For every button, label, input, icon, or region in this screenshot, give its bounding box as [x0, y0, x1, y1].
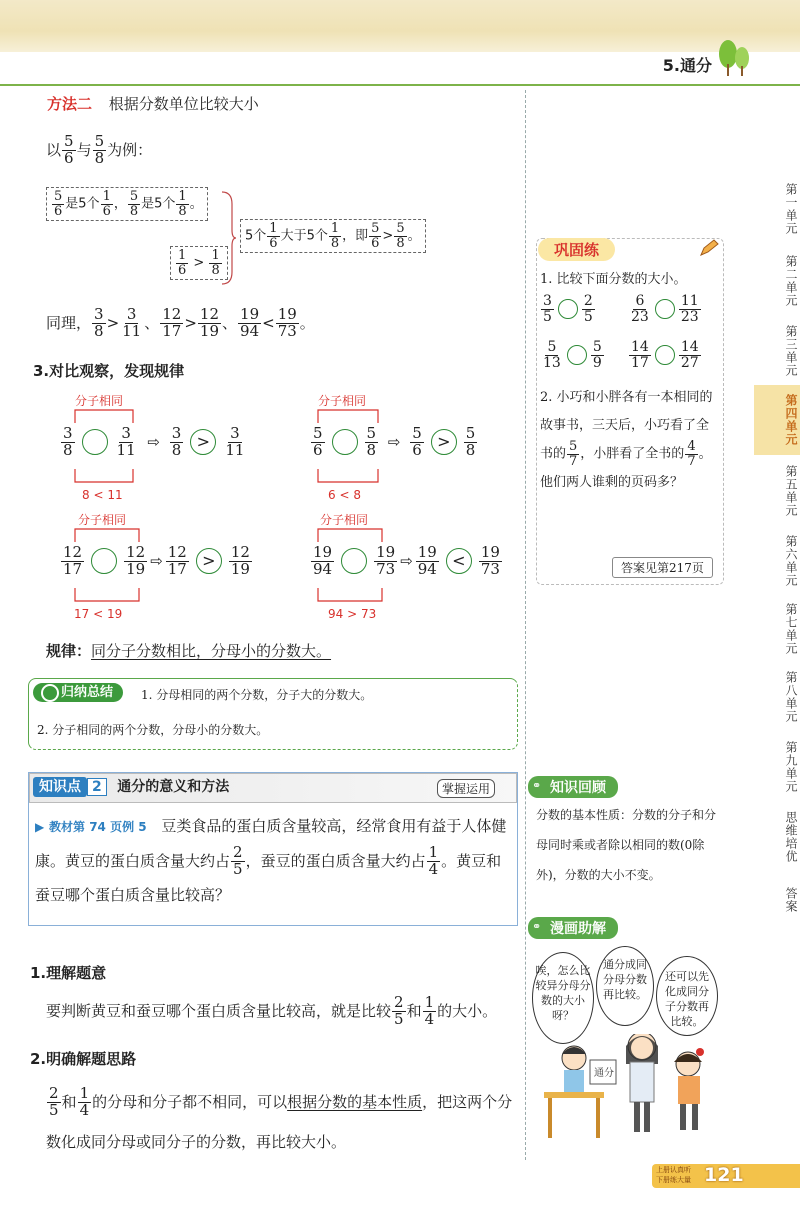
answer-circle[interactable] [567, 345, 587, 365]
bracket-bottom [74, 468, 134, 484]
compare-circle [82, 429, 108, 455]
den: 9 [592, 354, 602, 371]
text: < [262, 313, 275, 332]
text: > [184, 313, 197, 332]
knowledge-num: 2 [87, 778, 107, 796]
den: 13 [543, 354, 561, 371]
method2-heading [47, 93, 259, 114]
chapter-title: 5.通分 [662, 56, 712, 75]
den: 23 [680, 308, 699, 325]
link-icon: ⚭ [532, 920, 542, 933]
den: 73 [480, 559, 500, 578]
answer-ref: 答案见第217页 [612, 557, 713, 578]
arrow-icon: ⇨ [387, 432, 401, 451]
text: 。 [407, 228, 421, 244]
rule-line [46, 640, 331, 661]
tree-icon [716, 38, 752, 76]
unit-box-1: $\frac{5}{6}$ 是5个 $\frac{1}{6}$ ， $\frac{5}{8}$ 是5个 $\frac{1}{8}$ 。 [46, 187, 208, 221]
text: 以 [46, 140, 62, 159]
tab-answers[interactable]: 答案 [784, 887, 798, 913]
num: 3 [543, 293, 552, 309]
compare-bottom: 17 < 19 [74, 607, 123, 621]
comic-panel [530, 944, 726, 1144]
text: ，把这两个分数化成同分母或同分子的分数，再比较大小。 [46, 1093, 513, 1151]
compare-circle [332, 429, 358, 455]
compare-label: 分子相同 [320, 513, 369, 527]
rule-label: 规律： [46, 642, 92, 660]
summary-head [33, 681, 123, 700]
num: 5 [465, 424, 476, 442]
approach-text: $\frac{2}{5}$ 和 $\frac{1}{4}$ 的分母和分子都不相同，可以根据分数的基本性质，把这两个分数化成同分母或同分子的分数，再比较大小。 [46, 1084, 513, 1151]
num: 19 [417, 543, 437, 561]
num: 12 [167, 543, 187, 561]
knowledge-box [28, 772, 518, 926]
tab-unit-8[interactable]: 第八单元 [784, 671, 798, 723]
num: 5 [592, 339, 602, 355]
knowledge-ref: 教材第 74 页例 5 [49, 820, 147, 834]
num: 5 [547, 339, 557, 355]
num: 11 [680, 293, 699, 309]
text: 。他们两人谁剩的页码多？ [540, 446, 712, 490]
compare-group-2 [310, 392, 510, 508]
practice-pair-3 [540, 340, 605, 370]
num: 14 [631, 339, 649, 355]
compare-label: 分子相同 [75, 394, 124, 408]
text: 。 [189, 196, 203, 212]
tab-unit-1[interactable]: 第一单元 [784, 183, 798, 235]
text: 是5个 [65, 196, 100, 212]
practice-title: 巩固练 [538, 238, 615, 261]
compare-group-3 [60, 511, 280, 627]
den: 27 [680, 354, 699, 371]
bracket-top [317, 408, 379, 424]
num: 3 [63, 424, 73, 442]
top-banner [0, 0, 800, 52]
tab-unit-7[interactable]: 第七单元 [784, 603, 798, 655]
footer-books [656, 1165, 691, 1185]
compare-bottom: 8 < 11 [82, 488, 123, 502]
den: 94 [417, 559, 437, 578]
method2-title: 方法二 [47, 95, 93, 113]
compare-circle [91, 548, 117, 574]
text: 和 [406, 1001, 422, 1020]
speech-bubble-2: 通分成同分母分数再比较。 [596, 946, 654, 1026]
num: 12 [230, 543, 250, 561]
text: > [106, 313, 120, 332]
bracket-bottom [74, 587, 140, 603]
knowledge-p1: 豆类食品的蛋白质含量较高，经常食用有益于人体健康。黄豆的蛋白质含量大约占 [35, 817, 507, 870]
approach-title: 2.明确解题思路 [30, 1050, 137, 1068]
understand-title: 1.理解题意 [30, 964, 107, 982]
arrow-icon: ⇨ [400, 551, 413, 570]
num: 3 [171, 424, 182, 442]
practice-pair-2 [628, 294, 702, 324]
compare-sign: > [196, 548, 222, 574]
compare-bottom: 94 > 73 [328, 607, 377, 621]
practice-q1: 1. 比较下面分数的大小。 [540, 272, 687, 287]
knowledge-title: 通分的意义和方法 [117, 779, 230, 795]
text: 的大小。 [437, 1001, 498, 1020]
num: 12 [63, 543, 83, 561]
den: 8 [63, 440, 73, 459]
method2-desc: 根据分数单位比较大小 [108, 95, 259, 113]
text: 为例： [107, 140, 153, 159]
answer-circle[interactable] [655, 299, 675, 319]
compare-label: 分子相同 [318, 394, 367, 408]
link-icon: ⚭ [532, 779, 542, 792]
den: 17 [631, 354, 649, 371]
practice-pair-4 [628, 340, 702, 370]
answer-circle[interactable] [558, 299, 578, 319]
compare-group-4 [310, 511, 520, 627]
num: 5 [313, 424, 323, 442]
den: 73 [376, 559, 396, 578]
tab-advanced[interactable]: 思维培优 [784, 811, 798, 863]
text: 2. 小巧和小胖各有一本相同的故事书，三天后，小巧看了全书的 [540, 390, 713, 462]
unit-box-3: 5个 $\frac{1}{6}$ 大于5个 $\frac{1}{8}$ ，即 $\frac{5}{6}$ > $\frac{5}{8}$ 。 [240, 219, 426, 253]
text: 。 [299, 313, 315, 332]
den: 23 [631, 308, 649, 325]
triangle-icon: ▶ [35, 820, 45, 834]
tab-unit-5[interactable]: 第五单元 [784, 465, 798, 517]
knowledge-text: ▶ 教材第 74 页例 5 豆类食品的蛋白质含量较高，经常食用有益于人体健康。黄豆的蛋白质含量大约占 $\frac{2}{5}$ ，蚕豆的蛋白质含量大约占 $\frac{1}{4}$ 。黄豆和蚕豆哪个蛋白质含量比较高？ [35, 817, 507, 904]
den: 8 [465, 440, 476, 459]
compare-circle [341, 548, 367, 574]
den: 8 [171, 440, 182, 459]
text: 、 [222, 313, 238, 332]
text: > [193, 255, 205, 271]
footer-book1: 上册认真听 [656, 1166, 691, 1174]
summary-box [28, 678, 518, 750]
num: 5 [412, 424, 422, 442]
num: 12 [126, 543, 146, 561]
knowledge-p2: ，蚕豆的蛋白质含量大约占 [245, 852, 426, 870]
num: 14 [680, 339, 699, 355]
comic-illustration [530, 1034, 726, 1144]
num: 6 [635, 293, 645, 309]
den: 5 [543, 308, 552, 325]
bracket-top [317, 527, 383, 543]
den: 94 [313, 559, 333, 578]
text: 同理， [46, 313, 92, 332]
practice-q2: 2. 小巧和小胖各有一本相同的故事书，三天后，小巧看了全书的 $\frac{5}{7}$ ，小胖看了全书的 $\frac{4}{7}$ 。他们两人谁剩的页码多？ [540, 390, 713, 490]
compare-label: 分子相同 [78, 513, 127, 527]
speech-bubble-3: 还可以先化成同分子分数再比较。 [656, 956, 718, 1036]
rule-text: 同分子分数相比，分母小的分数大。 [91, 642, 332, 660]
board-label: 通分 [594, 1068, 614, 1079]
section3-title: 3.对比观察，发现规律 [33, 362, 185, 380]
num: 3 [121, 424, 131, 442]
den: 17 [63, 559, 83, 578]
text: ， [113, 196, 127, 212]
compare-row [310, 426, 478, 459]
compare-sign: > [431, 429, 457, 455]
num: 3 [230, 424, 240, 442]
text: ，小胖看了全书的 [580, 446, 685, 462]
compare-row [60, 426, 247, 459]
brace [220, 190, 238, 286]
tab-unit-3[interactable]: 第三单元 [784, 325, 798, 377]
text: 5个 [245, 228, 267, 244]
bracket-bottom [317, 468, 379, 484]
num: 2 [583, 293, 593, 309]
bracket-bottom [317, 587, 383, 603]
bracket-top [74, 408, 134, 424]
compare-sign: > [190, 429, 216, 455]
answer-circle[interactable] [655, 345, 675, 365]
understand-text: 要判断黄豆和蚕豆哪个蛋白质含量比较高，就是比较 $\frac{2}{5}$ 和 $\frac{1}{4}$ 的大小。 [46, 993, 498, 1028]
compare-group-1 [60, 392, 260, 508]
unit-box-2: $\frac{1}{6}$ > $\frac{1}{8}$ [170, 246, 228, 280]
text: 的分母和分子都不相同，可以 [92, 1093, 288, 1111]
text: 是5个 [141, 196, 176, 212]
review-title: 知识回顾 [528, 776, 618, 798]
den: 19 [126, 559, 146, 578]
den: 6 [412, 440, 422, 459]
num: 5 [366, 424, 377, 442]
same-reason-line: 同理， $\frac{3}{8}$ > $\frac{3}{11}$ 、 $\frac{12}{17}$ > $\frac{12}{19}$ 、 $\frac{19}{94}$ < $\frac{19}{73}$ 。 [46, 305, 315, 340]
tab-unit-9[interactable]: 第九单元 [784, 741, 798, 793]
summary-title: 归纳总结 [33, 683, 123, 702]
tab-unit-2[interactable]: 第二单元 [784, 255, 798, 307]
arrow-icon: ⇨ [147, 432, 160, 451]
den: 17 [167, 559, 187, 578]
bracket-top [74, 527, 140, 543]
num: 19 [313, 543, 333, 561]
review-text: 分数的基本性质：分数的分子和分母同时乘或者除以相同的数(0除外)，分数的大小不变。 [536, 808, 717, 882]
text: 大于5个 [280, 228, 328, 244]
text: 、 [144, 313, 160, 332]
den: 6 [313, 440, 323, 459]
text: ，即 [342, 228, 369, 244]
comic-title: 漫画助解 [528, 917, 618, 939]
column-divider [525, 90, 526, 1160]
text: 和 [61, 1093, 77, 1111]
pencil-icon [698, 238, 720, 258]
method2-example: 以 $\frac{5}{6}$ 与 $\frac{5}{8}$ 为例： [46, 132, 153, 167]
speech-bubble-1: 唉，怎么比较异分母分数的大小呀？ [532, 952, 594, 1044]
den: 19 [230, 559, 250, 578]
compare-row [60, 545, 253, 578]
compare-row [310, 545, 503, 578]
num: 19 [480, 543, 500, 561]
target-icon [41, 684, 59, 702]
tab-unit-6[interactable]: 第六单元 [784, 535, 798, 587]
num: 19 [376, 543, 396, 561]
footer-book2: 下册练大量 [656, 1176, 691, 1184]
text: > [382, 228, 394, 244]
page-number: 121 [704, 1164, 744, 1186]
tab-unit-4[interactable]: 第四单元 [754, 385, 800, 455]
den: 5 [583, 308, 593, 325]
text: 要判断黄豆和蚕豆哪个蛋白质含量比较高，就是比较 [46, 1001, 392, 1020]
knowledge-tag: 掌握运用 [437, 779, 495, 798]
arrow-icon: ⇨ [150, 551, 163, 570]
summary-line2: 2. 分子相同的两个分数，分母小的分数大。 [37, 723, 269, 737]
practice-pair-1 [540, 294, 596, 324]
compare-bottom: 6 < 8 [328, 488, 361, 502]
den: 11 [116, 440, 136, 459]
knowledge-p3: 。黄豆和蚕豆哪个蛋白质含量比较高？ [35, 852, 502, 904]
knowledge-title-row [33, 776, 229, 796]
compare-sign: < [446, 548, 472, 574]
den: 11 [225, 440, 245, 459]
text: 与 [76, 140, 92, 159]
text: 根据分数的基本性质 [287, 1093, 423, 1111]
den: 8 [366, 440, 377, 459]
summary-line1: 1. 分母相同的两个分数，分子大的分数大。 [141, 688, 373, 702]
knowledge-badge: 知识点 [33, 777, 87, 797]
